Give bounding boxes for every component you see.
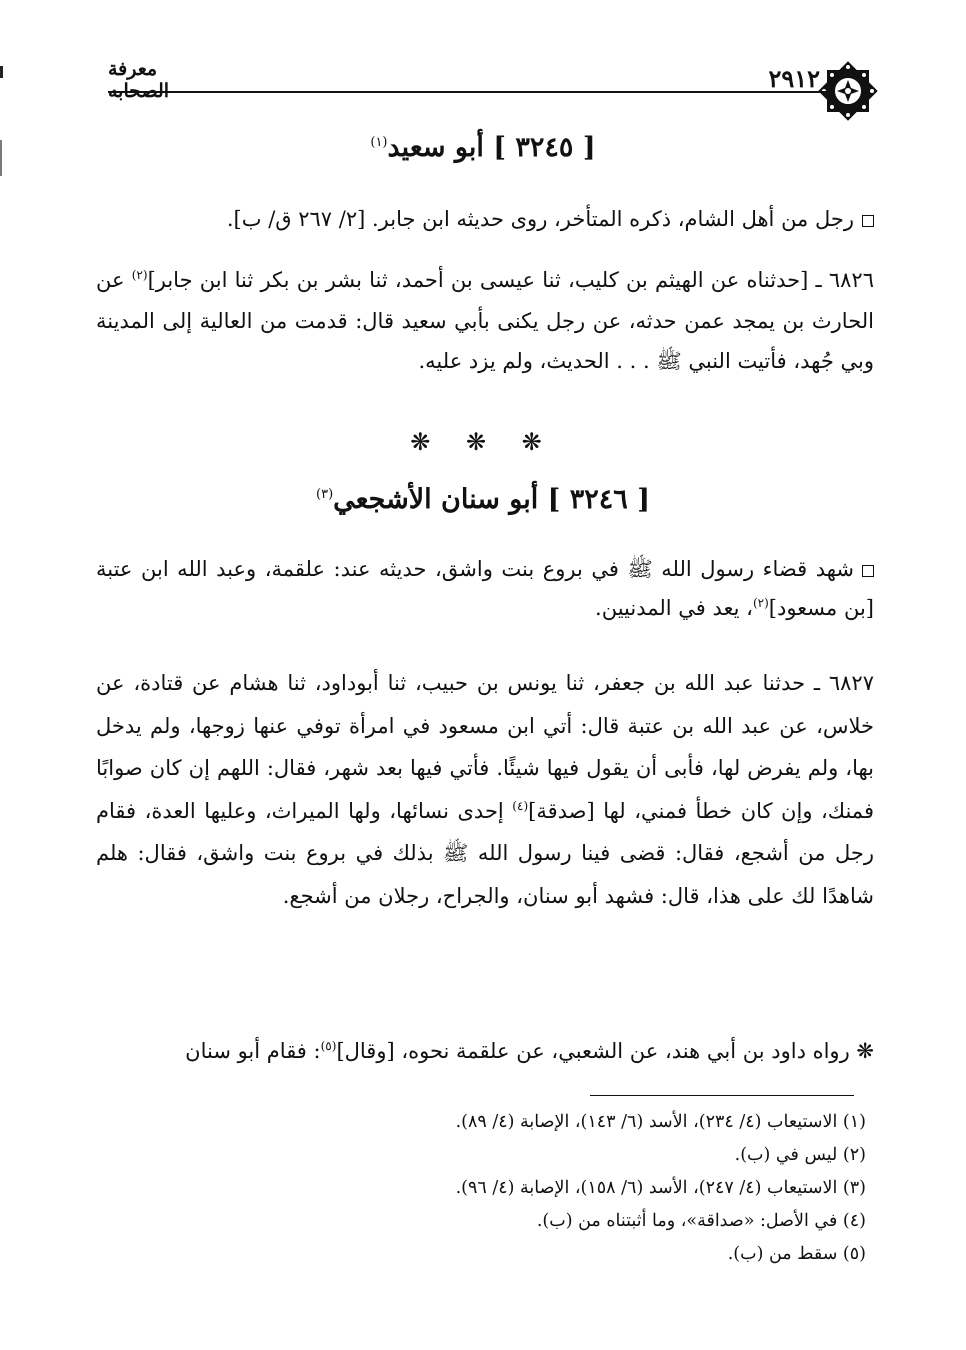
entry-heading-3245: [120, 132, 846, 163]
hadith-text: عن الحارث بن يمجد عمن حدثه، عن رجل يكنى بأبي سعيد قال: قدمت من العالية إلى المدينة وبي جُهد، فأتيت النبي ﷺ . . . الحديث، ولم يزد عليه.: [96, 268, 874, 373]
footnote-rule: [590, 1095, 854, 1096]
square-bullet-icon: [862, 215, 874, 227]
footnote-3: (٣) الاستيعاب (٤/ ٢٤٧)، الأسد (٦/ ١٥٨)، الإصابة (٤/ ٩٦).: [455, 1178, 866, 1198]
riwaya-note: [96, 1032, 874, 1071]
hadith-6827: [96, 662, 874, 917]
running-header-title: معرفة الصحابه: [108, 58, 170, 102]
entry-intro-text: شهد قضاء رسول الله ﷺ في بروع بنت واشق، حديثه عند: علقمة، وعبد الله ابن عتبة [بن مسعود]: [96, 557, 874, 620]
entry-intro: [96, 550, 874, 628]
footnote-ref: (٥): [320, 1039, 337, 1053]
header-rule: [108, 91, 828, 93]
entry-intro-text: ، يعد في المدنيين.: [595, 596, 753, 620]
entry-heading-text: [ ٣٢٤٥ ] أبو سعيد: [387, 132, 596, 163]
footnote-ref: (٢): [131, 268, 148, 282]
footnote-1: (١) الاستيعاب (٤/ ٢٣٤)، الأسد (٦/ ١٤٣)، الإصابة (٤/ ٨٩).: [455, 1112, 866, 1132]
riwaya-text: ❋ رواه داود بن أبي هند، عن الشعبي، عن علقمة نحوه، [وقال]: [336, 1039, 874, 1063]
hadith-text: ٦٨٢٧ ـ حدثنا عبد الله بن جعفر، ثنا يونس بن حبيب، ثنا أبوداود، ثنا هشام عن قتادة، عن خلاس، عن عبد الله بن عتبة قال: أتي ابن مسعود في امرأة توفي عنها زوجها، ولم يدخل بها، ولم يفرض لها، فأبى أن يقول فيها شيئًا. فأتي فيها بعد شهر، فقال: اللهم إن كان صوابًا فمنك، وإن كان خطأ فمني، لها [صدقة]: [96, 671, 875, 823]
hadith-6826: [96, 260, 874, 382]
entry-intro-text: رجل من أهل الشام، ذكره المتأخر، روى حديثه ابن جابر. [٢/ ٢٦٧ ق/ ب].: [226, 207, 854, 231]
section-separator: ❋ ❋ ❋: [410, 428, 556, 456]
hadith-text: ٦٨٢٦ ـ [حدثناه عن الهيثم بن كليب، ثنا عيسى بن أحمد، ثنا بشر بن بكر ثنا ابن جابر]: [147, 268, 874, 292]
entry-intro: [96, 200, 874, 239]
entry-heading-text: [ ٣٢٤٦ ] أبو سنان الأشجعي: [333, 484, 650, 515]
scan-edge-mark: [0, 140, 2, 176]
footnote-4: (٤) في الأصل: «صداقة»، وما أثبتناه من (ب).: [536, 1211, 866, 1231]
page-number: ٢٩١٢: [768, 64, 820, 93]
footnote-ref: (٤): [512, 798, 529, 813]
footnote-ref: (١): [370, 135, 388, 150]
entry-heading-3246: [120, 484, 846, 515]
footnote-ref: (٣): [316, 487, 334, 502]
hadith-text: إحدى نسائها، ولها الميراث، وعليها العدة، فقام رجل من أشجع، فقال: قضى فينا رسول الله ﷺ بذلك في بروع بنت واشق، فقال: هلم شاهدًا لك على هذا، قال: فشهد أبو سنان، والجراح، رجلان من أشجع.: [96, 798, 874, 908]
riwaya-text: : فقام أبو سنان: [185, 1039, 321, 1063]
footnote-ref: (٢): [752, 596, 769, 610]
footnote-5: (٥) سقط من (ب).: [727, 1244, 866, 1264]
scan-edge-mark: [0, 66, 3, 78]
footnote-2: (٢) ليس في (ب).: [734, 1145, 866, 1165]
footnotes: [300, 1106, 866, 1271]
square-bullet-icon: [862, 565, 874, 577]
